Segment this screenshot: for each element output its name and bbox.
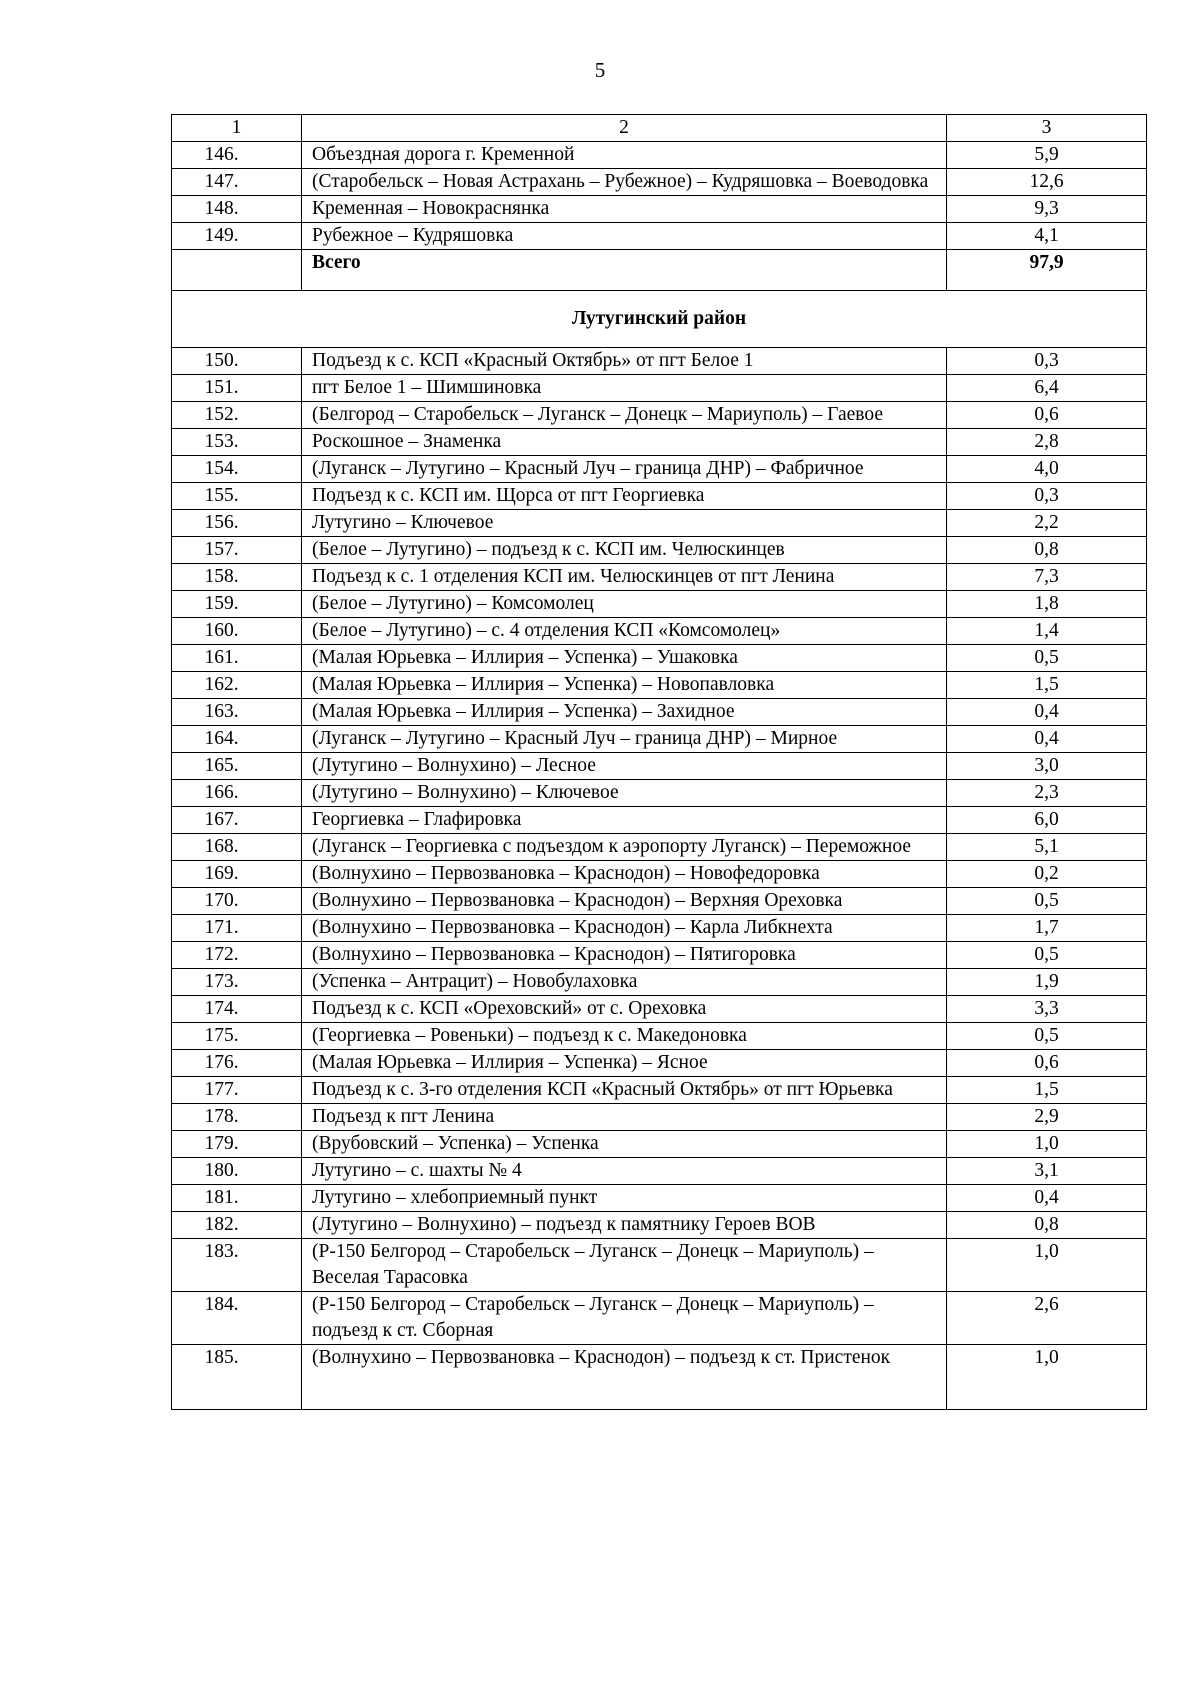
road-length: 3,3 [947,996,1147,1023]
road-length: 2,6 [947,1292,1147,1345]
road-name: Роскошное – Знаменка [302,429,947,456]
road-name: (Волнухино – Первозвановка – Краснодон) – Новофедоровка [302,861,947,888]
road-length: 0,3 [947,483,1147,510]
road-name: (Волнухино – Первозвановка – Краснодон) – Карла Либкнехта [302,915,947,942]
road-length: 1,5 [947,1077,1147,1104]
road-name: (Лутугино – Волнухино) – Лесное [302,753,947,780]
road-name: (Волнухино – Первозвановка – Краснодон) – Верхняя Ореховка [302,888,947,915]
road-name: Георгиевка – Глафировка [302,807,947,834]
column-header-number: 1 [172,115,302,142]
table-row [172,142,1147,169]
row-number: 183. [172,1239,302,1292]
row-number: 170. [172,888,302,915]
road-length: 2,8 [947,429,1147,456]
road-name: Подъезд к с. КСП «Красный Октябрь» от пгт Белое 1 [302,348,947,375]
road-length: 2,3 [947,780,1147,807]
road-name: (Малая Юрьевка – Иллирия – Успенка) – Новопавловка [302,672,947,699]
row-number: 163. [172,699,302,726]
table-row [172,223,1147,250]
row-number: 151. [172,375,302,402]
total-label: Всего [302,250,947,291]
road-length: 2,2 [947,510,1147,537]
total-value: 97,9 [947,250,1147,291]
road-length: 3,0 [947,753,1147,780]
table-row [172,456,1147,483]
road-length: 5,1 [947,834,1147,861]
road-length: 4,1 [947,223,1147,250]
road-length: 1,0 [947,1131,1147,1158]
road-length: 2,9 [947,1104,1147,1131]
table-row [172,375,1147,402]
table-row [172,429,1147,456]
row-number: 155. [172,483,302,510]
road-name: (Луганск – Лутугино – Красный Луч – граница ДНР) – Мирное [302,726,947,753]
road-length: 6,4 [947,375,1147,402]
road-name: (Малая Юрьевка – Иллирия – Успенка) – Ясное [302,1050,947,1077]
road-length: 0,2 [947,861,1147,888]
table-row [172,1131,1147,1158]
road-name: (Белгород – Старобельск – Луганск – Донецк – Мариуполь) – Гаевое [302,402,947,429]
row-number: 162. [172,672,302,699]
road-name: Подъезд к пгт Ленина [302,1104,947,1131]
road-length: 12,6 [947,169,1147,196]
column-header-name: 2 [302,115,947,142]
row-number: 149. [172,223,302,250]
row-number: 160. [172,618,302,645]
road-length: 0,4 [947,699,1147,726]
road-name: Кременная – Новокраснянка [302,196,947,223]
table-row [172,1239,1147,1292]
row-number: 147. [172,169,302,196]
road-length: 1,5 [947,672,1147,699]
road-name: (Георгиевка – Ровеньки) – подъезд к с. Македоновка [302,1023,947,1050]
road-length: 0,4 [947,726,1147,753]
table-row [172,591,1147,618]
road-length: 1,0 [947,1239,1147,1292]
road-length: 0,3 [947,348,1147,375]
section-row [172,291,1147,348]
table-row [172,537,1147,564]
row-number: 173. [172,969,302,996]
road-name: Подъезд к с. 1 отделения КСП им. Челюскинцев от пгт Ленина [302,564,947,591]
table-row [172,699,1147,726]
table-row [172,564,1147,591]
row-number: 159. [172,591,302,618]
table-row [172,645,1147,672]
row-number: 179. [172,1131,302,1158]
row-number: 182. [172,1212,302,1239]
row-number: 156. [172,510,302,537]
row-number: 169. [172,861,302,888]
road-length: 1,9 [947,969,1147,996]
table-row [172,834,1147,861]
road-name: (Волнухино – Первозвановка – Краснодон) – подъезд к ст. Пристенок [302,1345,947,1410]
table-row [172,510,1147,537]
roads-table [171,114,1147,1410]
table-row [172,1158,1147,1185]
row-number: 146. [172,142,302,169]
table-row [172,672,1147,699]
road-name: пгт Белое 1 – Шимшиновка [302,375,947,402]
total-row [172,250,1147,291]
table-row [172,969,1147,996]
road-name: (Луганск – Лутугино – Красный Луч – граница ДНР) – Фабричное [302,456,947,483]
row-number: 167. [172,807,302,834]
table-row [172,915,1147,942]
road-name: Подъезд к с. 3-го отделения КСП «Красный Октябрь» от пгт Юрьевка [302,1077,947,1104]
road-name: (Луганск – Георгиевка с подъездом к аэропорту Луганск) – Переможное [302,834,947,861]
row-number: 185. [172,1345,302,1410]
road-length: 5,9 [947,142,1147,169]
table-row [172,726,1147,753]
road-length: 7,3 [947,564,1147,591]
row-number: 148. [172,196,302,223]
row-number: 184. [172,1292,302,1345]
road-length: 9,3 [947,196,1147,223]
road-name: (Р-150 Белгород – Старобельск – Луганск – Донецк – Мариуполь) – Веселая Тарасовка [302,1239,947,1292]
row-number: 176. [172,1050,302,1077]
row-number: 154. [172,456,302,483]
section-title: Лутугинский район [172,291,1147,348]
road-length: 0,5 [947,1023,1147,1050]
table-header-row [172,115,1147,142]
table-row [172,1023,1147,1050]
row-number: 171. [172,915,302,942]
road-length: 1,7 [947,915,1147,942]
row-number: 174. [172,996,302,1023]
table-row [172,348,1147,375]
road-length: 0,8 [947,537,1147,564]
table-row [172,1292,1147,1345]
road-length: 1,0 [947,1345,1147,1410]
road-name: Лутугино – с. шахты № 4 [302,1158,947,1185]
row-number: 165. [172,753,302,780]
road-length: 0,5 [947,888,1147,915]
row-number: 161. [172,645,302,672]
table-row [172,861,1147,888]
table-row [172,780,1147,807]
row-number: 152. [172,402,302,429]
road-name: Подъезд к с. КСП им. Щорса от пгт Георгиевка [302,483,947,510]
column-header-length: 3 [947,115,1147,142]
row-number: 158. [172,564,302,591]
road-length: 0,4 [947,1185,1147,1212]
page-number: 5 [594,58,606,82]
road-length: 0,5 [947,645,1147,672]
table-row [172,942,1147,969]
row-number: 168. [172,834,302,861]
road-name: (Лутугино – Волнухино) – Ключевое [302,780,947,807]
road-name: (Старобельск – Новая Астрахань – Рубежное) – Кудряшовка – Воеводовка [302,169,947,196]
road-name: (Лутугино – Волнухино) – подъезд к памятнику Героев ВОВ [302,1212,947,1239]
road-length: 0,5 [947,942,1147,969]
table-row [172,169,1147,196]
roads-table-body [172,115,1147,1410]
road-length: 0,6 [947,402,1147,429]
row-number: 180. [172,1158,302,1185]
total-empty-cell [172,250,302,291]
row-number: 166. [172,780,302,807]
road-name: (Белое – Лутугино) – подъезд к с. КСП им. Челюскинцев [302,537,947,564]
road-name: (Белое – Лутугино) – Комсомолец [302,591,947,618]
table-row [172,1050,1147,1077]
road-name: (Волнухино – Первозвановка – Краснодон) – Пятигоровка [302,942,947,969]
table-row [172,1104,1147,1131]
table-row [172,618,1147,645]
table-row [172,402,1147,429]
road-name: Лутугино – хлебоприемный пункт [302,1185,947,1212]
table-row [172,996,1147,1023]
row-number: 172. [172,942,302,969]
row-number: 178. [172,1104,302,1131]
row-number: 175. [172,1023,302,1050]
road-name: (Белое – Лутугино) – с. 4 отделения КСП «Комсомолец» [302,618,947,645]
table-row [172,483,1147,510]
row-number: 181. [172,1185,302,1212]
road-name: (Врубовский – Успенка) – Успенка [302,1131,947,1158]
road-name: (Малая Юрьевка – Иллирия – Успенка) – Ушаковка [302,645,947,672]
table-row [172,753,1147,780]
table-row [172,1077,1147,1104]
road-length: 1,4 [947,618,1147,645]
table-row [172,888,1147,915]
row-number: 157. [172,537,302,564]
road-name: (Успенка – Антрацит) – Новобулаховка [302,969,947,996]
road-name: (Р-150 Белгород – Старобельск – Луганск – Донецк – Мариуполь) – подъезд к ст. Сборная [302,1292,947,1345]
road-name: Объездная дорога г. Кременной [302,142,947,169]
table-row [172,1345,1147,1410]
road-length: 3,1 [947,1158,1147,1185]
row-number: 177. [172,1077,302,1104]
row-number: 153. [172,429,302,456]
table-row [172,196,1147,223]
table-row [172,807,1147,834]
road-length: 4,0 [947,456,1147,483]
road-name: Рубежное – Кудряшовка [302,223,947,250]
road-length: 1,8 [947,591,1147,618]
road-name: Подъезд к с. КСП «Ореховский» от с. Ореховка [302,996,947,1023]
table-row [172,1185,1147,1212]
table-row [172,1212,1147,1239]
road-length: 0,6 [947,1050,1147,1077]
road-name: (Малая Юрьевка – Иллирия – Успенка) – Захидное [302,699,947,726]
row-number: 164. [172,726,302,753]
row-number: 150. [172,348,302,375]
road-length: 6,0 [947,807,1147,834]
road-length: 0,8 [947,1212,1147,1239]
road-name: Лутугино – Ключевое [302,510,947,537]
